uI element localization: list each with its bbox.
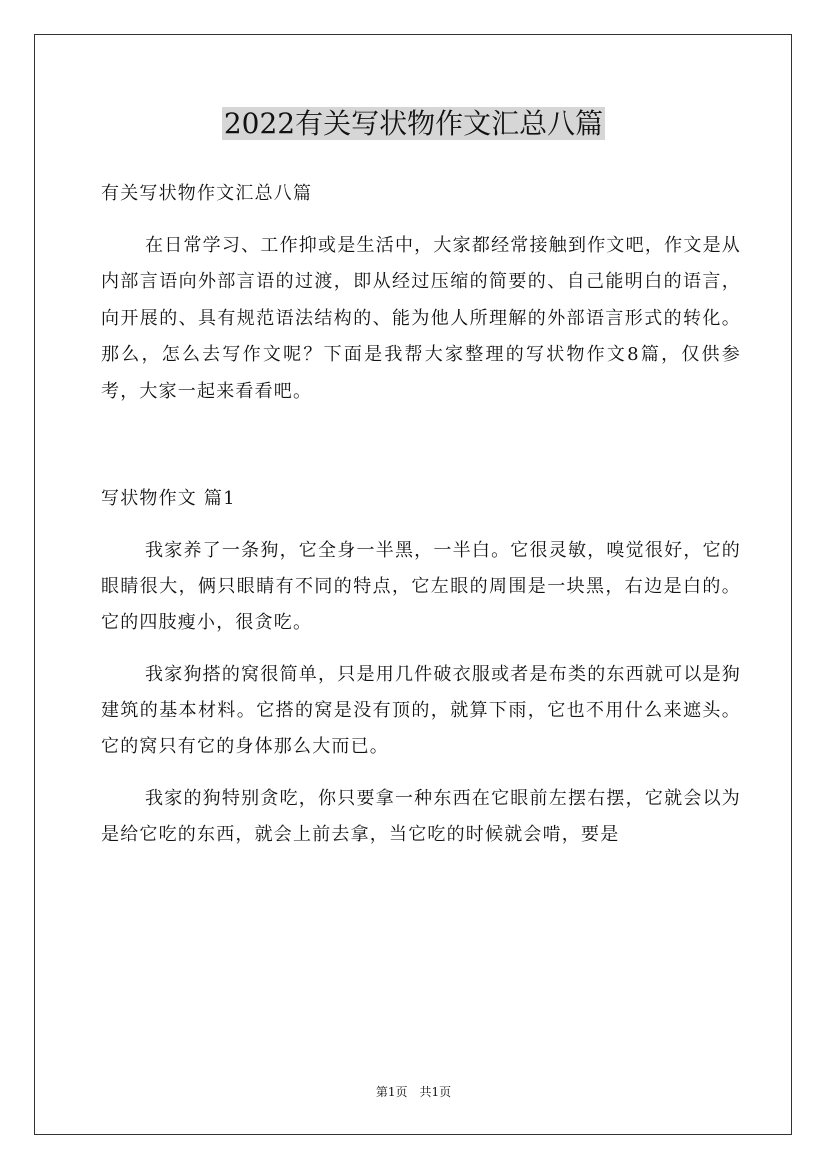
page-number: 第1页 bbox=[375, 1085, 408, 1099]
intro-paragraph: 在日常学习、工作抑或是生活中，大家都经常接触到作文吧，作文是从内部言语向外部言语的过渡，即从经过压缩的简要的、自己能明白的语言，向开展的、具有规范语法结构的、能为他人所理解的外部语言形式的转化。那么，怎么去写作文呢？下面是我帮大家整理的写状物作文8篇，仅供参考，大家一起来看看吧。 bbox=[101, 235, 741, 402]
document-title-text: 2022有关写状物作文汇总八篇 bbox=[223, 107, 604, 140]
body-paragraph-3: 我家的狗特别贪吃，你只要拿一种东西在它眼前左摆右摆，它就会以为是给它吃的东西，就会上前去拿，当它吃的时候就会啃，要是 bbox=[101, 788, 741, 846]
page-total: 共1页 bbox=[419, 1085, 452, 1099]
body-paragraph-1: 我家养了一条狗，它全身一半黑，一半白。它很灵敏，嗅觉很好，它的眼睛很大，俩只眼睛有不同的特点，它左眼的周围是一块黑，右边是白的。它的四肢瘦小，很贪吃。 bbox=[101, 540, 741, 634]
section-heading: 写状物作文 篇1 bbox=[101, 488, 236, 510]
document-subtitle: 有关写状物作文汇总八篇 bbox=[101, 183, 313, 204]
page-footer bbox=[0, 1082, 827, 1102]
section-spacer bbox=[101, 410, 741, 481]
document-body bbox=[101, 176, 741, 853]
document-title bbox=[0, 104, 827, 144]
body-paragraph-2: 我家狗搭的窝很简单，只是用几件破衣服或者是布类的东西就可以是狗建筑的基本材料。它搭的窝是没有顶的，就算下雨，它也不用什么来遮头。它的窝只有它的身体那么大而已。 bbox=[101, 664, 741, 758]
